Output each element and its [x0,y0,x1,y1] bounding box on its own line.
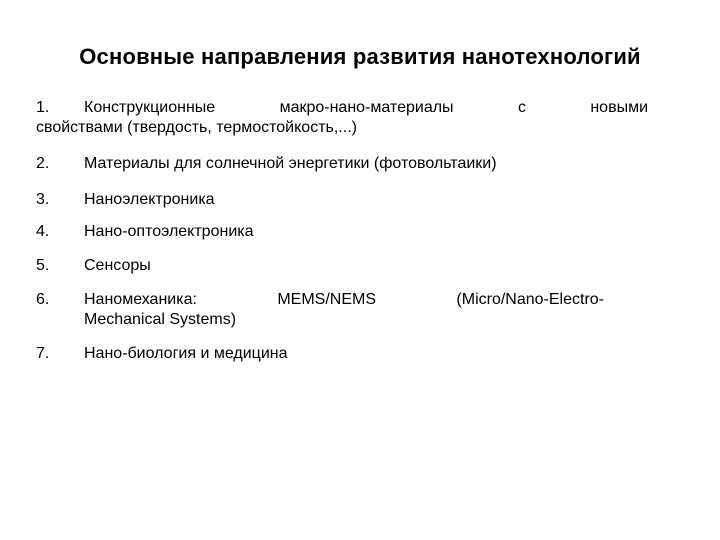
item-line: Mechanical Systems) [84,311,237,328]
item-number: 7. [36,345,50,362]
list-item [36,344,648,364]
item-word: Конструкционные [84,99,216,116]
item-number: 3. [36,191,50,208]
item-line: свойствами (твердость, термостойкость,...) [36,119,357,136]
item-text: Материалы для солнечной энергетики (фотовольтаики) [84,155,497,172]
item-word: макро-нано-материалы [279,99,454,116]
item-number: 6. [36,291,50,308]
list-item [36,154,648,174]
item-text: Наноэлектроника [84,191,215,208]
list-item [36,256,648,276]
item-line [36,98,648,118]
item-number: 4. [36,223,50,240]
item-number: 5. [36,257,50,274]
list-item [36,190,648,210]
item-text: Нано-биология и медицина [84,345,288,362]
item-word: с [517,99,526,116]
list-item [36,98,648,138]
item-text: Нано-оптоэлектроника [84,223,254,240]
item-word: Наномеханика: [84,291,197,308]
directions-list [36,98,648,362]
list-item [36,290,604,330]
slide-title: Основные направления развития нанотехнологий [79,44,641,69]
item-word: MEMS/NEMS [277,291,376,308]
item-word: (Micro/Nano-Electro- [456,291,604,308]
item-word: новыми [590,99,648,116]
item-number: 1. [36,99,50,116]
list-item [36,222,648,242]
item-line [84,290,604,310]
item-text: Сенсоры [84,257,151,274]
item-number: 2. [36,155,50,172]
